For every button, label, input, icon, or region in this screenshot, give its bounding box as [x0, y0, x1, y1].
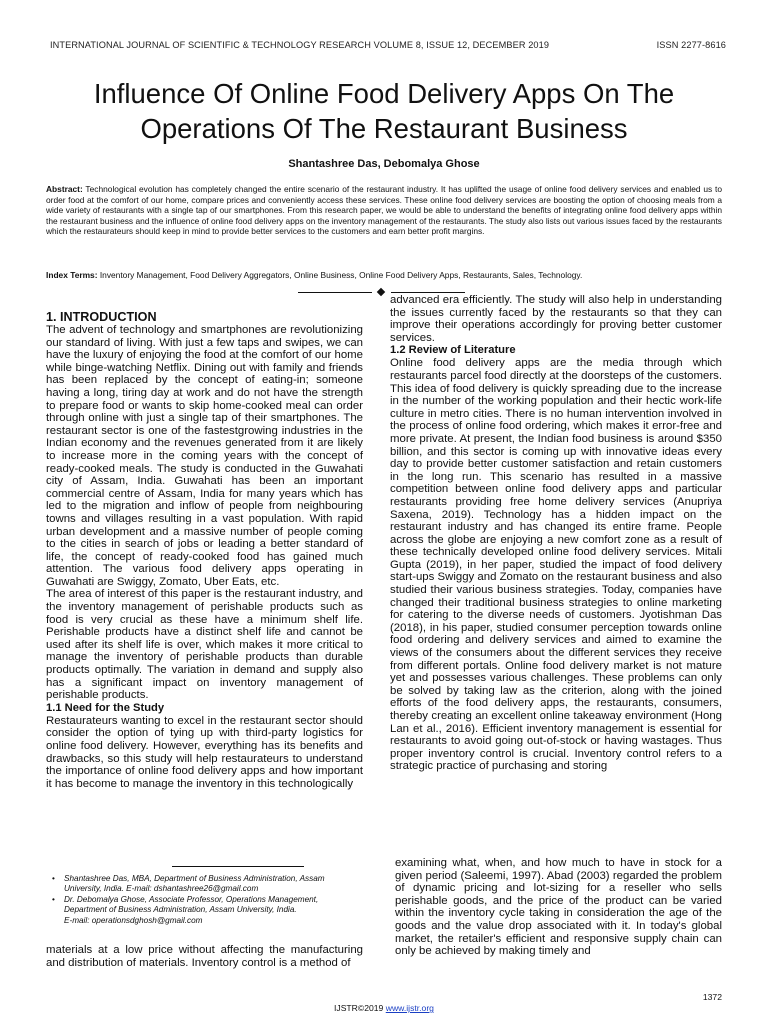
author-footnotes — [52, 874, 352, 926]
index-terms-text: Inventory Management, Food Delivery Aggregators, Online Business, Online Food Delivery Apps, Restaurants, Sales, Technology. — [97, 270, 583, 280]
journal-name: INTERNATIONAL JOURNAL OF SCIENTIFIC & TECHNOLOGY RESEARCH VOLUME 8, ISSUE 12, DECEMBER 2019 — [50, 40, 550, 50]
page-number: 1372 — [702, 992, 722, 1002]
subsection-heading-need: 1.1 Need for the Study — [46, 701, 165, 714]
left-column — [46, 310, 363, 790]
bullet-icon: • — [52, 894, 55, 904]
abstract-label: Abstract: — [46, 184, 83, 194]
abstract — [46, 184, 722, 237]
intro-paragraph-1: The advent of technology and smartphones are revolutionizing our standard of living. With just a few taps and swipes, we can have the luxury of enjoying the food at the comfort of our home while binge-watching Netflix. Dining out with family and friends has been replaced by the concept of eating-in; someone having a long, tiring day at work and do not have the strength to prepare food or wants to skip home-cooked meal can order through online with just a single tap of their smartphones. The restaurant sector is one of the fastestgrowing industries in the Indian economy and the revenues generated from it are likely to increase more in the coming years with the concept of ready-cooked meals. The study is conducted in the Guwahati city of Assam, India. Guwahati has been an important commercial centre of Assam, India for many years which has led to the migration and inflow of people from neighbouring towns and villages resulting in a vast population. With rapid urban development and a massive number of people coming to the cities in search of jobs or leading a better standard of life, the concept of ready-cooked food has gained much attention. The various food delivery apps operating in Guwahati are Swiggy, Zomato, Uber Eats, etc. — [46, 324, 363, 588]
right-column-continuation: examining what, when, and how much to have in stock for a given period (Saleemi, 1997). Abad (2003) regarded the problem of dynamic pricing and lot-sizing for a reseller who sells perishable goods, and the price of the product can be varied within the inventory cycle taking in consideration the age of the goods and the value drop associated with it. In today's global market, the retailer's efficient and responsive supply chain can only be achieved by making timely and — [395, 857, 722, 958]
paper-title: Influence Of Online Food Delivery Apps On The Operations Of The Restaurant Business — [93, 78, 675, 144]
right-paragraph-0: advanced era efficiently. The study will also help in understanding the issues currently faced by the restaurants so that they can improve their operations accordingly for proving better customer services. — [390, 294, 722, 344]
section-heading-introduction: 1. INTRODUCTION — [46, 310, 157, 324]
copyright: IJSTR©2019 — [334, 1003, 386, 1013]
footnote-item: • Shantashree Das, MBA, Department of Business Administration, Assam University, India. E-mail: dshantashree26@gmail.com — [52, 874, 325, 894]
footnote-rule — [172, 866, 304, 867]
issn: ISSN 2277-8616 — [656, 40, 726, 50]
separator-line-left — [298, 292, 372, 293]
authors: Shantashree Das, Debomalya Ghose — [288, 158, 480, 170]
subsection-heading-review: 1.2 Review of Literature — [390, 344, 516, 357]
footer — [0, 1003, 768, 1013]
intro-paragraph-2: The area of interest of this paper is the restaurant industry, and the inventory management of perishable products such as food is very crucial as these have a minimum shelf life. Perishable products have a distinct shelf life and cannot be used after its shelf life is over, which makes it more critical to manage the inventory of perishable products than durable products optimally. The variation in demand and supply also has a significant impact on inventory management of perishable products. — [46, 588, 364, 702]
bullet-icon: • — [52, 874, 55, 883]
journal-link[interactable]: www.ijstr.org — [385, 1003, 434, 1013]
footnote-item: • Dr. Debomalya Ghose, Associate Professor, Operations Management, Department of Business Administration, Assam University, India. — [52, 894, 319, 915]
index-terms-label: Index Terms: — [46, 270, 98, 280]
right-column — [390, 294, 722, 773]
index-terms — [46, 270, 722, 281]
footnote-item: E-mail: operationsdghosh@gmail.com — [64, 915, 203, 925]
separator-diamond-icon — [377, 288, 385, 296]
separator-line-right — [391, 292, 465, 293]
left-column-continuation: materials at a low price without affecting the manufacturing and distribution of materials. Inventory control is a method of — [46, 944, 363, 969]
abstract-text: Technological evolution has completely changed the entire scenario of the restaurant industry. It has uplifted the usage of online food delivery services and enabled us to order food at the comfort of our home, compare prices and conveniently access these services. These online food delivery services are boosting the option of choosing meals from a wide variety of restaurants with a single tap of our smartphones. From this research paper, we would be able to understand the benefits of integrating online food delivery apps within the restaurant business and the influence of online food delivery apps on the inventory management of the restaurants. The study also lists out various issues faced by the restaurants which the restaurateurs should keep in mind to provide better services to the customers and earn better profit margins. — [46, 184, 722, 237]
need-paragraph: Restaurateurs wanting to excel in the restaurant sector should consider the option of tying up with third-party logistics for online food delivery. However, everything has its benefits and drawbacks, so this study will help restaurateurs to understand the importance of online food delivery apps and how important it has become to manage the inventory in this technologically — [46, 714, 363, 790]
review-paragraph: Online food delivery apps are the media through which restaurants parcel food directly at the doorsteps of the customers. This idea of food delivery is quickly spreading due to the increase in the number of the working population and their hectic work-life culture in metro cities. There is no human intervention involved in the process of online food ordering, which makes it error-free and more private. At present, the Indian food business is around $350 billion, and this sector is coming up with innovative ideas every day to provide better customer satisfaction and retain customers in the long run. This scenario has resulted in a massive competition between online food delivery apps and particular restaurants providing free home delivery services (Anupriya Saxena, 2019). Technology has a hidden impact on the restaurant industry and has changed its entire frame. People across the globe are enjoying a new comfort zone as a result of these technically developed online food delivery services. Mitali Gupta (2019), in her paper, studied the impact of food delivery start-ups Swiggy and Zomato on the restaurant business and also studied their various business strategies. Today, companies have changed their traditional business strategies to online marketing for catering to the diverse needs of customers. Jyotishman Das (2018), in his paper, studied consumer perception towards online food ordering and delivery services and aimed to examine the views of the consumers about the different services they receive from different portals. Online food delivery market is not mature yet and possesses various challenges. These problems can only be solved by taking law as the criterion, along with the joined efforts of the food delivery apps, the restaurants, consumers, thereby creating an excellent online takeaway environment (Hong Lan et al., 2016). Efficient inventory management is essential for restaurants to avoid going out-of-stock or having wastages. Thus proper inventory control is crucial. Inventory control refers to a strategic practice of purchasing and storing — [390, 357, 722, 773]
